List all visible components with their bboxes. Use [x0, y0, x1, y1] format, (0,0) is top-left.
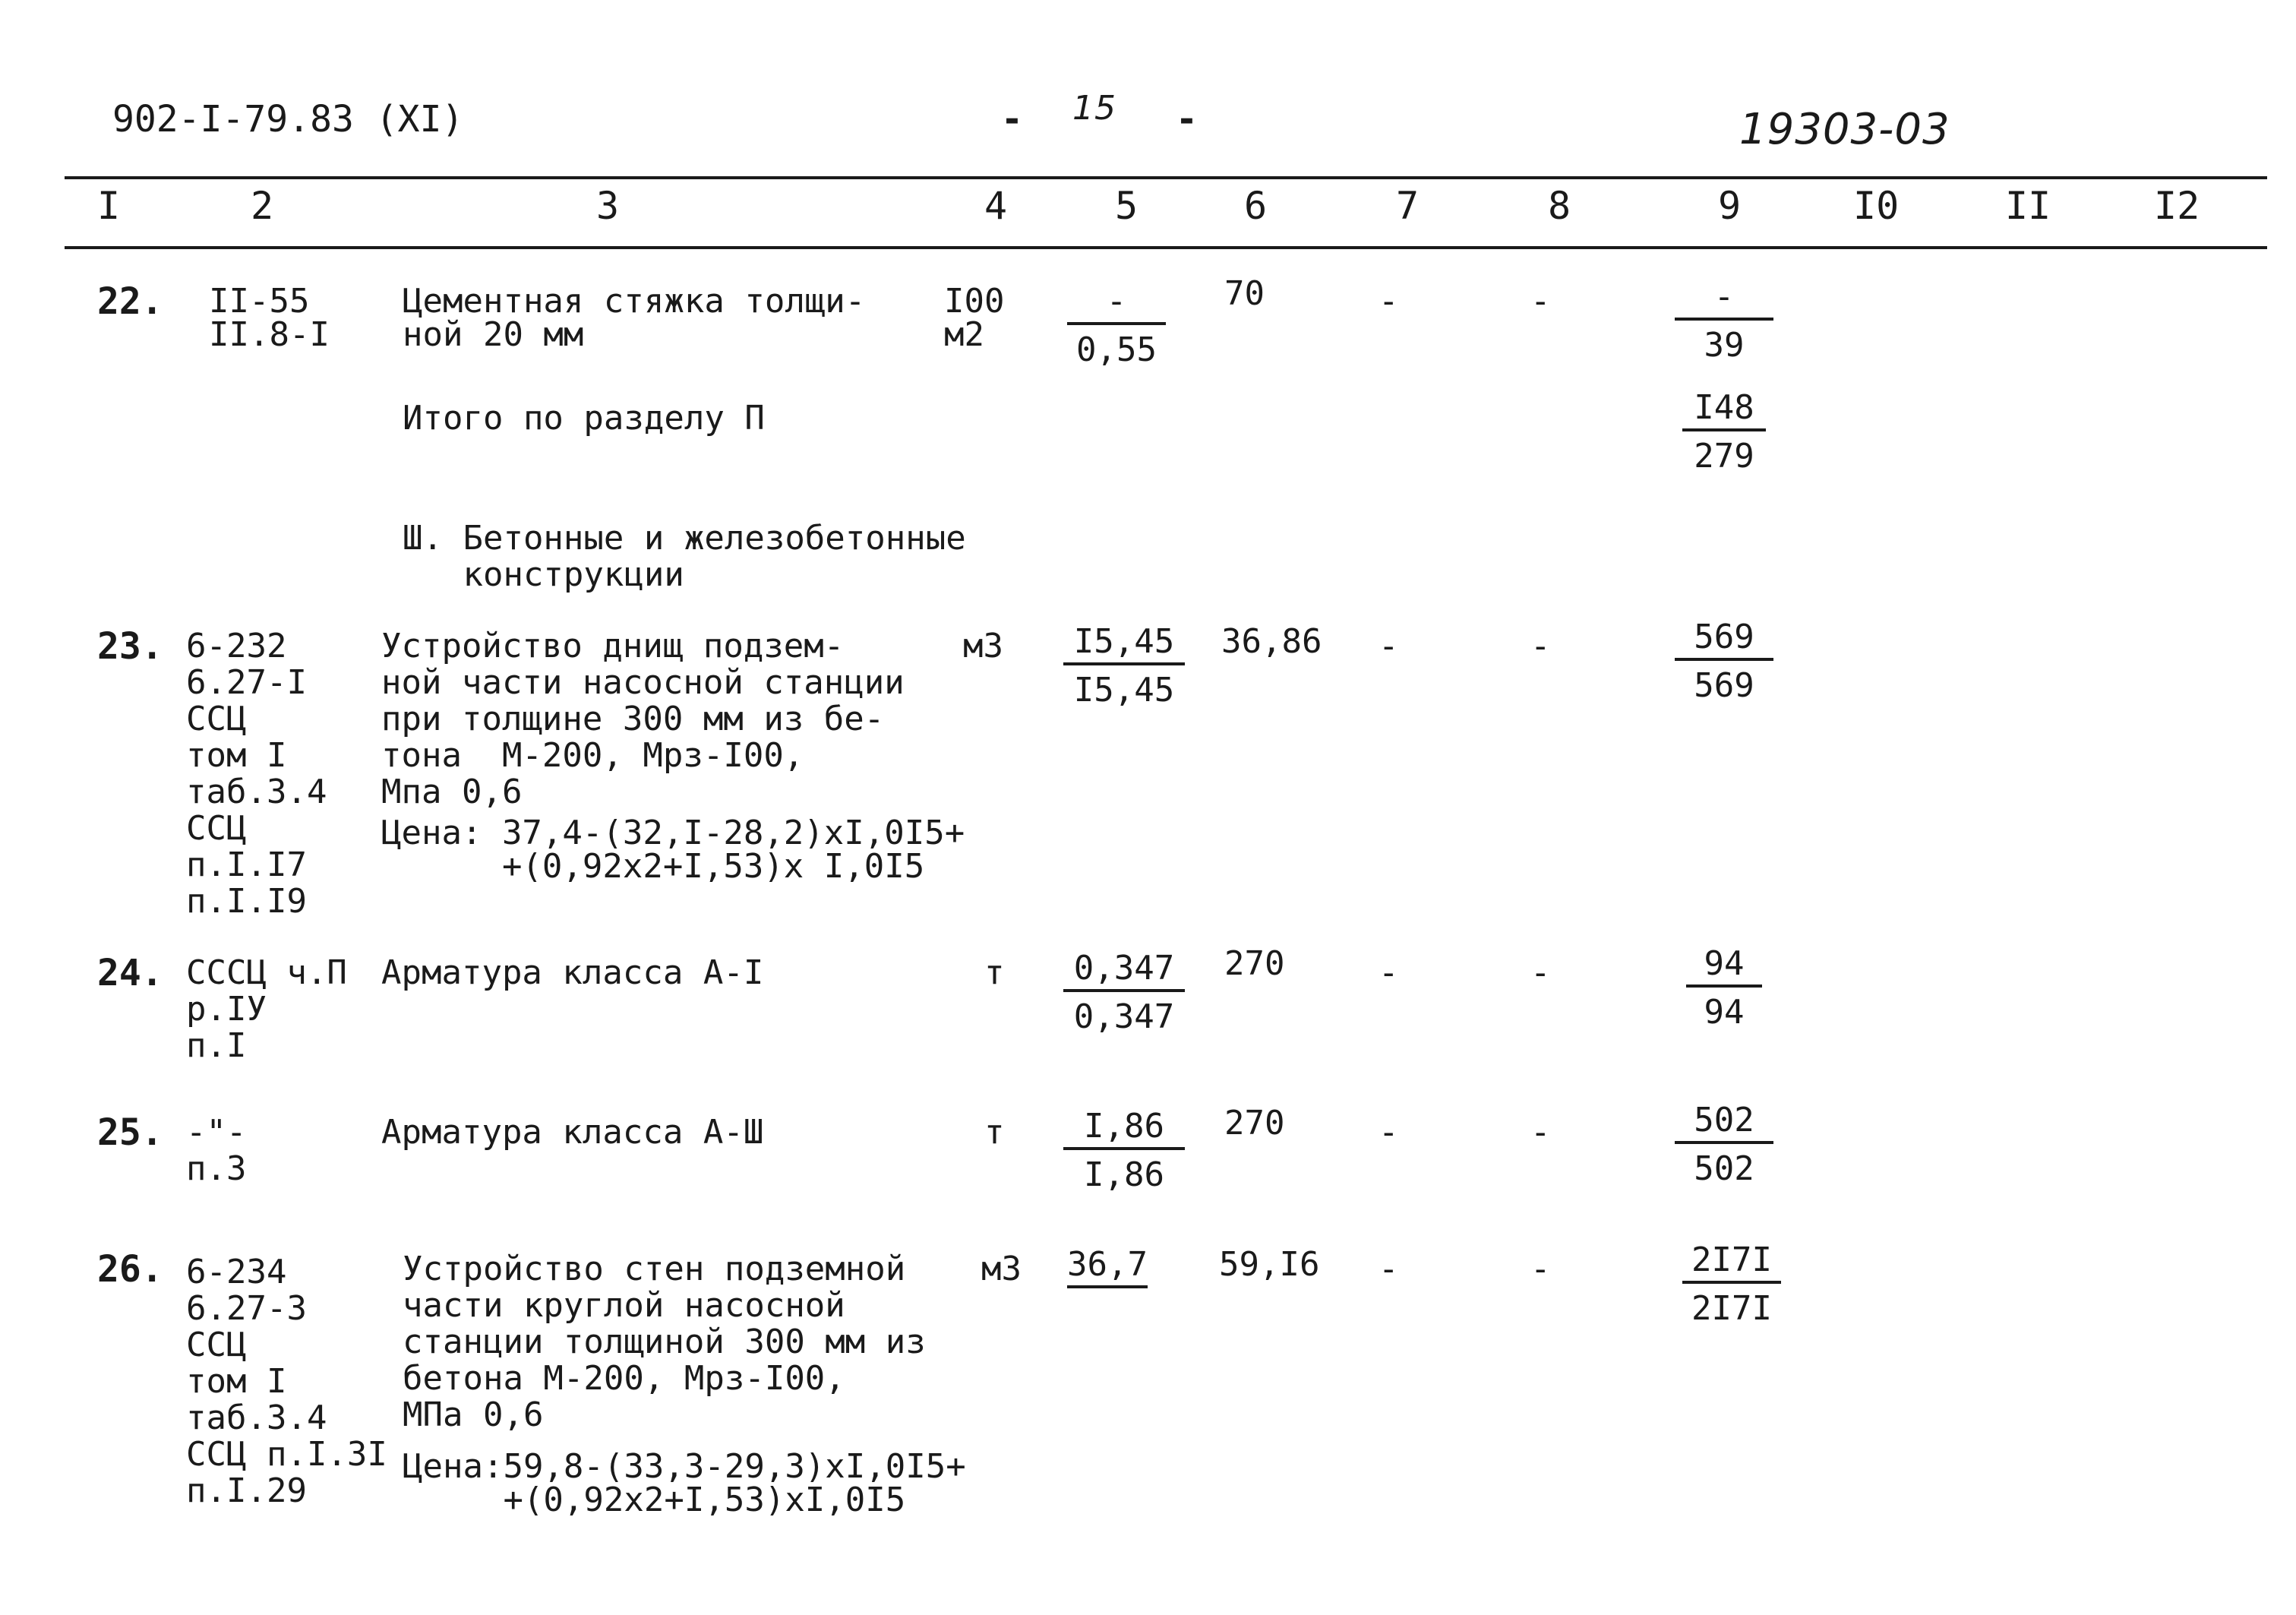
row-quantity-fraction — [1063, 623, 1185, 710]
row-code-line: II.8-I — [209, 315, 330, 354]
quantity-bottom: I,86 — [1084, 1155, 1164, 1194]
row-code-line: ССЦ — [186, 700, 247, 738]
row-code-line: ССЦ п.I.3I — [186, 1435, 387, 1474]
row-code-line: ССЦ — [186, 1326, 247, 1364]
total-top: - — [1675, 278, 1773, 321]
row-code-line: р.IУ — [186, 990, 267, 1029]
quantity-top: I5,45 — [1063, 623, 1185, 665]
total-bottom: 569 — [1694, 666, 1754, 705]
row-code-line: п.I — [186, 1026, 247, 1065]
col-header-8: 8 — [1548, 184, 1571, 228]
row-number: 22. — [97, 280, 163, 323]
row-price-formula-line: Цена:59,8-(33,3-29,3)хI,0I5+ — [403, 1447, 966, 1486]
row-col8: - — [1530, 282, 1551, 321]
row-description-line: при толщине 300 мм из бе- — [381, 700, 885, 738]
header-bottom-rule — [65, 246, 2267, 249]
row-description-line: ной 20 мм — [403, 315, 584, 354]
row-price: 59,I6 — [1219, 1245, 1320, 1284]
row-col8: - — [1530, 953, 1551, 992]
page-number: 15 — [1072, 89, 1116, 128]
row-col7: - — [1379, 953, 1399, 992]
col-header-10: I0 — [1853, 184, 1900, 228]
row-total-fraction — [1686, 945, 1762, 1032]
row-total-fraction — [1675, 618, 1773, 705]
row-unit: т — [984, 953, 1005, 992]
total-top: 94 — [1686, 945, 1762, 988]
row-code-line: II-55 — [209, 282, 310, 321]
col-header-1: I — [97, 184, 121, 228]
col-header-2: 2 — [251, 184, 274, 228]
total-top: 569 — [1675, 618, 1773, 661]
total-top: 2I7I — [1682, 1241, 1781, 1284]
row-col7: - — [1379, 282, 1399, 321]
row-price-formula-line: +(0,92х2+I,53)хI,0I5 — [403, 1481, 906, 1519]
col-header-4: 4 — [984, 184, 1008, 228]
row-price-formula-line: Цена: 37,4-(32,I-28,2)хI,0I5+ — [381, 814, 965, 852]
col-header-12: I2 — [2154, 184, 2200, 228]
row-code-line: таб.3.4 — [186, 1399, 327, 1437]
row-description: Арматура класса А-Ш — [381, 1113, 764, 1152]
row-price: 270 — [1224, 944, 1285, 983]
row-quantity-fraction — [1063, 950, 1185, 1036]
row-code-line: том I — [186, 736, 287, 775]
quantity-bottom: 0,347 — [1073, 997, 1175, 1036]
row-code-line: 6-234 — [186, 1253, 287, 1291]
row-col8: - — [1530, 627, 1551, 665]
document-code: 902-I-79.83 (XI) — [112, 98, 464, 141]
row-code-line: 6.27-I — [186, 663, 307, 702]
row-code-line: СССЦ ч.П — [186, 953, 347, 992]
total-top: 502 — [1675, 1101, 1773, 1144]
subtotal-bottom: 279 — [1694, 437, 1754, 476]
row-unit: м3 — [963, 627, 1003, 665]
total-bottom: 94 — [1704, 993, 1745, 1032]
quantity-bottom: 0,55 — [1076, 330, 1157, 369]
row-col7: - — [1379, 627, 1399, 665]
quantity-top: - — [1067, 283, 1166, 325]
row-code-line: п.I.29 — [186, 1471, 307, 1510]
row-code-line: -"- — [186, 1113, 247, 1152]
row-number: 25. — [97, 1111, 163, 1154]
row-description-line: бетона М-200, Мрз-I00, — [403, 1359, 845, 1398]
row-quantity-fraction — [1063, 1108, 1185, 1194]
subtotal-label: Итого по разделу П — [403, 399, 765, 438]
row-price: 36,86 — [1221, 622, 1322, 661]
row-col8: - — [1530, 1113, 1551, 1152]
section-title-line: конструкции — [403, 555, 684, 594]
row-number: 26. — [97, 1248, 163, 1291]
col-header-9: 9 — [1718, 184, 1742, 228]
page-dash-left: - — [1001, 98, 1023, 141]
col-header-3: 3 — [596, 184, 620, 228]
row-number: 23. — [97, 625, 163, 668]
row-quantity — [1067, 1246, 1148, 1284]
row-unit-line: I00 — [944, 282, 1005, 321]
total-bottom: 2I7I — [1691, 1289, 1772, 1328]
archive-number: 19303-03 — [1739, 105, 1950, 154]
row-code-line: п.3 — [186, 1149, 247, 1188]
quantity-top: I,86 — [1063, 1108, 1185, 1150]
col-header-5: 5 — [1115, 184, 1139, 228]
total-bottom: 502 — [1694, 1149, 1754, 1188]
row-description-line: части круглой насосной — [403, 1286, 845, 1325]
row-description-line: Устройство днищ подзем- — [381, 627, 845, 665]
row-total-fraction — [1682, 1241, 1781, 1328]
row-col7: - — [1379, 1250, 1399, 1288]
row-col7: - — [1379, 1113, 1399, 1152]
row-total-fraction — [1675, 1101, 1773, 1188]
quantity-top: 0,347 — [1063, 950, 1185, 992]
row-description-line: ной части насосной станции — [381, 663, 905, 702]
subtotal-fraction — [1682, 389, 1766, 476]
row-code-line: 6-232 — [186, 627, 287, 665]
row-unit: м3 — [981, 1250, 1022, 1288]
row-code-line: ССЦ — [186, 809, 247, 848]
row-description: Арматура класса А-I — [381, 953, 764, 992]
row-code-line: п.I.I7 — [186, 845, 307, 884]
col-header-11: II — [2005, 184, 2051, 228]
row-description-line: Цементная стяжка толщи- — [403, 282, 866, 321]
row-price-formula-line: +(0,92х2+I,53)х I,0I5 — [381, 847, 925, 886]
row-description-line: станции толщиной 300 мм из — [403, 1323, 926, 1361]
subtotal-top: I48 — [1682, 389, 1766, 431]
row-code-line: таб.3.4 — [186, 773, 327, 811]
row-description-line: Мпа 0,6 — [381, 773, 523, 811]
row-description-line: МПа 0,6 — [403, 1395, 544, 1434]
row-code-line: 6.27-3 — [186, 1289, 307, 1328]
page-dash-right: - — [1176, 98, 1198, 141]
row-unit: т — [984, 1113, 1005, 1152]
row-code-line: том I — [186, 1362, 287, 1401]
total-bottom: 39 — [1704, 326, 1745, 365]
row-price: 270 — [1224, 1104, 1285, 1143]
quantity-value: 36,7 — [1067, 1245, 1148, 1288]
row-quantity-fraction — [1067, 283, 1166, 369]
col-header-7: 7 — [1396, 184, 1420, 228]
row-number: 24. — [97, 952, 163, 994]
col-header-6: 6 — [1244, 184, 1268, 228]
row-unit-line: м2 — [944, 315, 984, 354]
row-price: 70 — [1224, 274, 1265, 313]
row-description-line: Устройство стен подземной — [403, 1250, 906, 1288]
section-title-line: Ш. Бетонные и железобетонные — [403, 519, 966, 558]
row-total-fraction — [1675, 278, 1773, 365]
row-col8: - — [1530, 1250, 1551, 1288]
row-code-line: п.I.I9 — [186, 882, 307, 921]
header-top-rule — [65, 176, 2267, 179]
row-description-line: тона М-200, Мрз-I00, — [381, 736, 804, 775]
quantity-bottom: I5,45 — [1073, 671, 1175, 710]
